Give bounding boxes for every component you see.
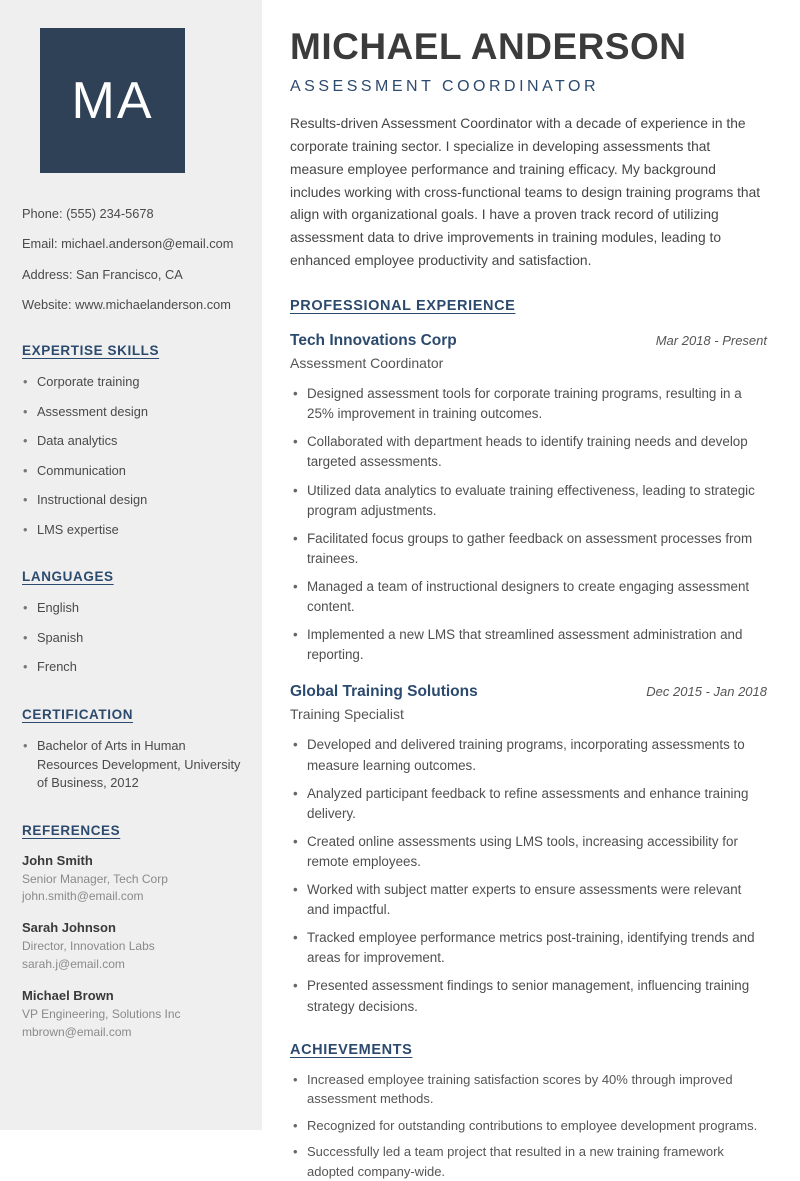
languages-list	[22, 599, 242, 677]
job-bullet: • Utilized data analytics to evaluate training effectiveness, leading to strategic program adjustments.	[290, 481, 767, 521]
reference-entry	[22, 988, 242, 1041]
reference-entry	[22, 853, 242, 906]
references-section	[22, 823, 242, 1041]
reference-name: John Smith	[22, 852, 93, 868]
contact-email: Email: michael.anderson@email.com	[22, 236, 234, 252]
monogram-initials: MA	[71, 71, 154, 130]
reference-email: mbrown@email.com	[22, 1024, 132, 1039]
achievement-item: • Successfully led a team project that resulted in a new training framework adopted company-wide.	[290, 1142, 767, 1181]
reference-role: VP Engineering, Solutions Inc	[22, 1007, 181, 1022]
job-entry	[290, 683, 767, 1016]
references-heading: REFERENCES	[22, 822, 121, 838]
language-item: • Spanish	[22, 629, 242, 648]
languages-heading: LANGUAGES	[22, 569, 114, 585]
job-bullet: • Managed a team of instructional designers to create engaging assessment content.	[290, 577, 767, 617]
main-content	[262, 0, 800, 1179]
job-bullet: • Created online assessments using LMS tools, increasing accessibility for remote employees.	[290, 832, 767, 872]
reference-entry	[22, 920, 242, 973]
job-bullet: • Developed and delivered training programs, incorporating assessments to measure learning outcomes.	[290, 735, 767, 775]
monogram-badge	[40, 28, 185, 173]
job-bullet: • Implemented a new LMS that streamlined assessment administration and reporting.	[290, 625, 767, 665]
contact-block	[22, 205, 242, 313]
experience-section	[290, 298, 767, 1017]
job-title-subtitle: ASSESSMENT COORDINATOR	[290, 77, 600, 95]
languages-section	[22, 569, 242, 677]
certification-item: • Bachelor of Arts in Human Resources Development, University of Business, 2012	[22, 737, 242, 793]
job-entry	[290, 332, 767, 665]
job-dates: Dec 2015 - Jan 2018	[646, 684, 767, 700]
job-bullet: • Designed assessment tools for corporate training programs, resulting in a 25% improvement in training outcomes.	[290, 384, 767, 424]
job-bullet: • Tracked employee performance metrics post-training, identifying trends and areas for improvement.	[290, 928, 767, 968]
achievements-heading: ACHIEVEMENTS	[290, 1041, 413, 1058]
language-item: • French	[22, 658, 242, 677]
job-role: Assessment Coordinator	[290, 355, 444, 372]
page-title: MICHAEL ANDERSON	[290, 26, 687, 67]
skills-section	[22, 343, 242, 539]
achievements-section	[290, 1042, 767, 1181]
skill-item: • Assessment design	[22, 403, 242, 422]
certification-heading: CERTIFICATION	[22, 706, 134, 722]
job-bullet: • Collaborated with department heads to identify training needs and develop targeted assessments.	[290, 432, 767, 472]
certification-list	[22, 737, 242, 793]
skills-list	[22, 373, 242, 539]
job-header	[290, 683, 767, 701]
skill-item: • LMS expertise	[22, 521, 242, 540]
achievements-list	[290, 1070, 767, 1181]
reference-email: sarah.j@email.com	[22, 956, 125, 971]
language-item: • English	[22, 599, 242, 618]
skill-item: • Communication	[22, 462, 242, 481]
job-header	[290, 332, 767, 350]
sidebar	[0, 0, 262, 1130]
reference-name: Michael Brown	[22, 988, 114, 1004]
job-bullet-list	[290, 735, 767, 1016]
contact-website: Website: www.michaelanderson.com	[22, 296, 231, 312]
job-bullet: • Worked with subject matter experts to ensure assessments were relevant and impactful.	[290, 880, 767, 920]
reference-role: Director, Innovation Labs	[22, 939, 155, 954]
reference-email: john.smith@email.com	[22, 889, 144, 904]
reference-name: Sarah Johnson	[22, 920, 116, 936]
achievement-item: • Recognized for outstanding contributions to employee development programs.	[290, 1116, 767, 1136]
job-bullet: • Facilitated focus groups to gather feedback on assessment processes from trainees.	[290, 529, 767, 569]
job-role: Training Specialist	[290, 706, 404, 723]
reference-role: Senior Manager, Tech Corp	[22, 871, 168, 886]
achievement-item: • Increased employee training satisfaction scores by 40% through improved assessment methods.	[290, 1070, 767, 1109]
job-dates: Mar 2018 - Present	[655, 333, 767, 349]
company-name: Tech Innovations Corp	[290, 332, 457, 350]
skill-item: • Corporate training	[22, 373, 242, 392]
contact-phone: Phone: (555) 234-5678	[22, 206, 154, 221]
skill-item: • Data analytics	[22, 432, 242, 451]
job-bullet: • Analyzed participant feedback to refine assessments and enhance training delivery.	[290, 784, 767, 824]
company-name: Global Training Solutions	[290, 683, 478, 701]
job-bullet-list	[290, 384, 767, 665]
contact-address: Address: San Francisco, CA	[22, 266, 183, 282]
summary-paragraph: Results-driven Assessment Coordinator with a decade of experience in the corporate training sector. I specialize in developing assessments that measure employee performance and training efficacy. My background includes working with cross-functional teams to design training programs that align with organizational goals. I have a proven track record of utilizing assessment data to drive improvements in training modules, leading to enhanced employee productivity and satisfaction.	[290, 115, 761, 269]
skill-item: • Instructional design	[22, 491, 242, 510]
skills-heading: EXPERTISE SKILLS	[22, 343, 160, 359]
job-bullet: • Presented assessment findings to senior management, influencing training strategy decisions.	[290, 976, 767, 1016]
experience-heading: PROFESSIONAL EXPERIENCE	[290, 298, 516, 315]
certification-section	[22, 707, 242, 793]
